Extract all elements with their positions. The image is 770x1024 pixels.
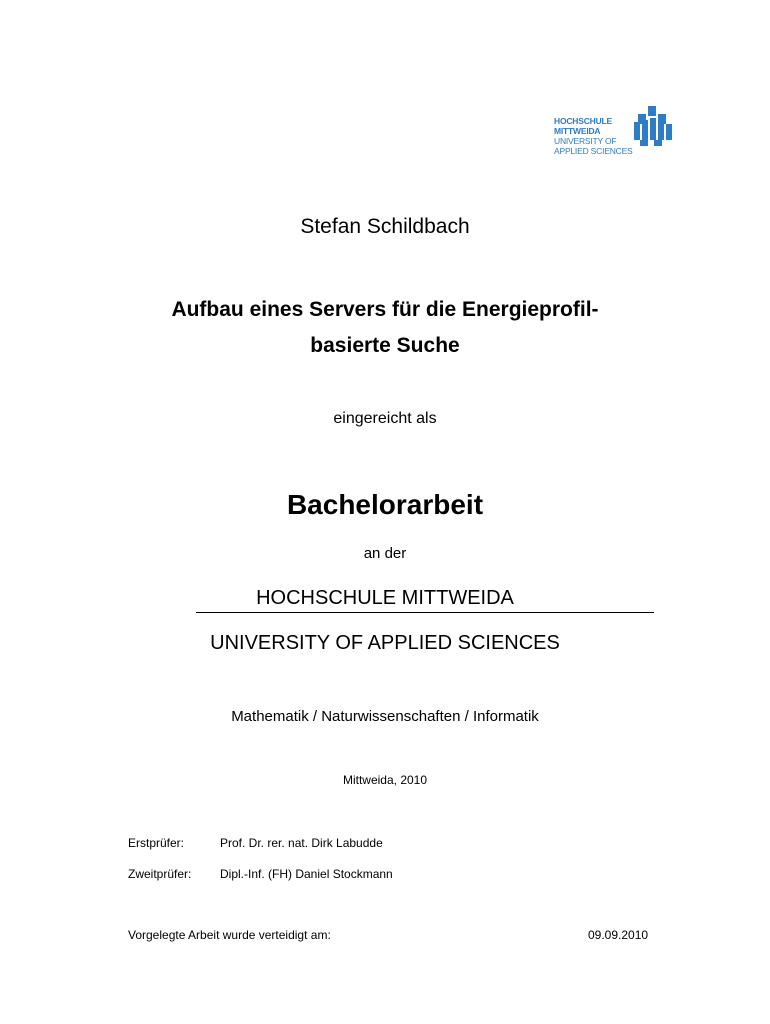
first-examiner-label: Erstprüfer: bbox=[128, 836, 185, 850]
university-subtitle: UNIVERSITY OF APPLIED SCIENCES bbox=[210, 632, 560, 654]
logo-line-2: MITTWEIDA bbox=[554, 126, 601, 136]
thesis-type: Bachelorarbeit bbox=[286, 489, 484, 520]
faculty: Mathematik / Naturwissenschaften / Informatik bbox=[231, 708, 539, 725]
university-name: HOCHSCHULE MITTWEIDA bbox=[256, 587, 514, 609]
first-examiner-name: Prof. Dr. rer. nat. Dirk Labudde bbox=[220, 836, 383, 850]
submitted-as-label: eingereicht als bbox=[333, 410, 437, 427]
logo-emblem-icon bbox=[634, 104, 674, 152]
defense-date: 09.09.2010 bbox=[588, 928, 649, 942]
an-der-label: an der bbox=[363, 545, 407, 562]
defense-label: Vorgelegte Arbeit wurde verteidigt am: bbox=[128, 928, 331, 942]
university-logo bbox=[554, 104, 674, 162]
thesis-title-line-1: Aufbau eines Servers für die Energieprofil- bbox=[171, 298, 599, 321]
logo-line-3: UNIVERSITY OF bbox=[554, 136, 617, 146]
logo-wordmark bbox=[554, 116, 644, 156]
second-examiner-label: Zweitprüfer: bbox=[128, 867, 192, 881]
thesis-title bbox=[0, 292, 770, 364]
logo-line-1: HOCHSCHULE bbox=[554, 116, 612, 126]
divider-line bbox=[196, 612, 654, 613]
author-name: Stefan Schildbach bbox=[300, 215, 470, 238]
second-examiner-name: Dipl.-Inf. (FH) Daniel Stockmann bbox=[220, 867, 393, 881]
thesis-title-line-2: basierte Suche bbox=[310, 334, 460, 357]
place-year: Mittweida, 2010 bbox=[342, 773, 428, 787]
logo-line-4: APPLIED SCIENCES bbox=[554, 146, 633, 156]
